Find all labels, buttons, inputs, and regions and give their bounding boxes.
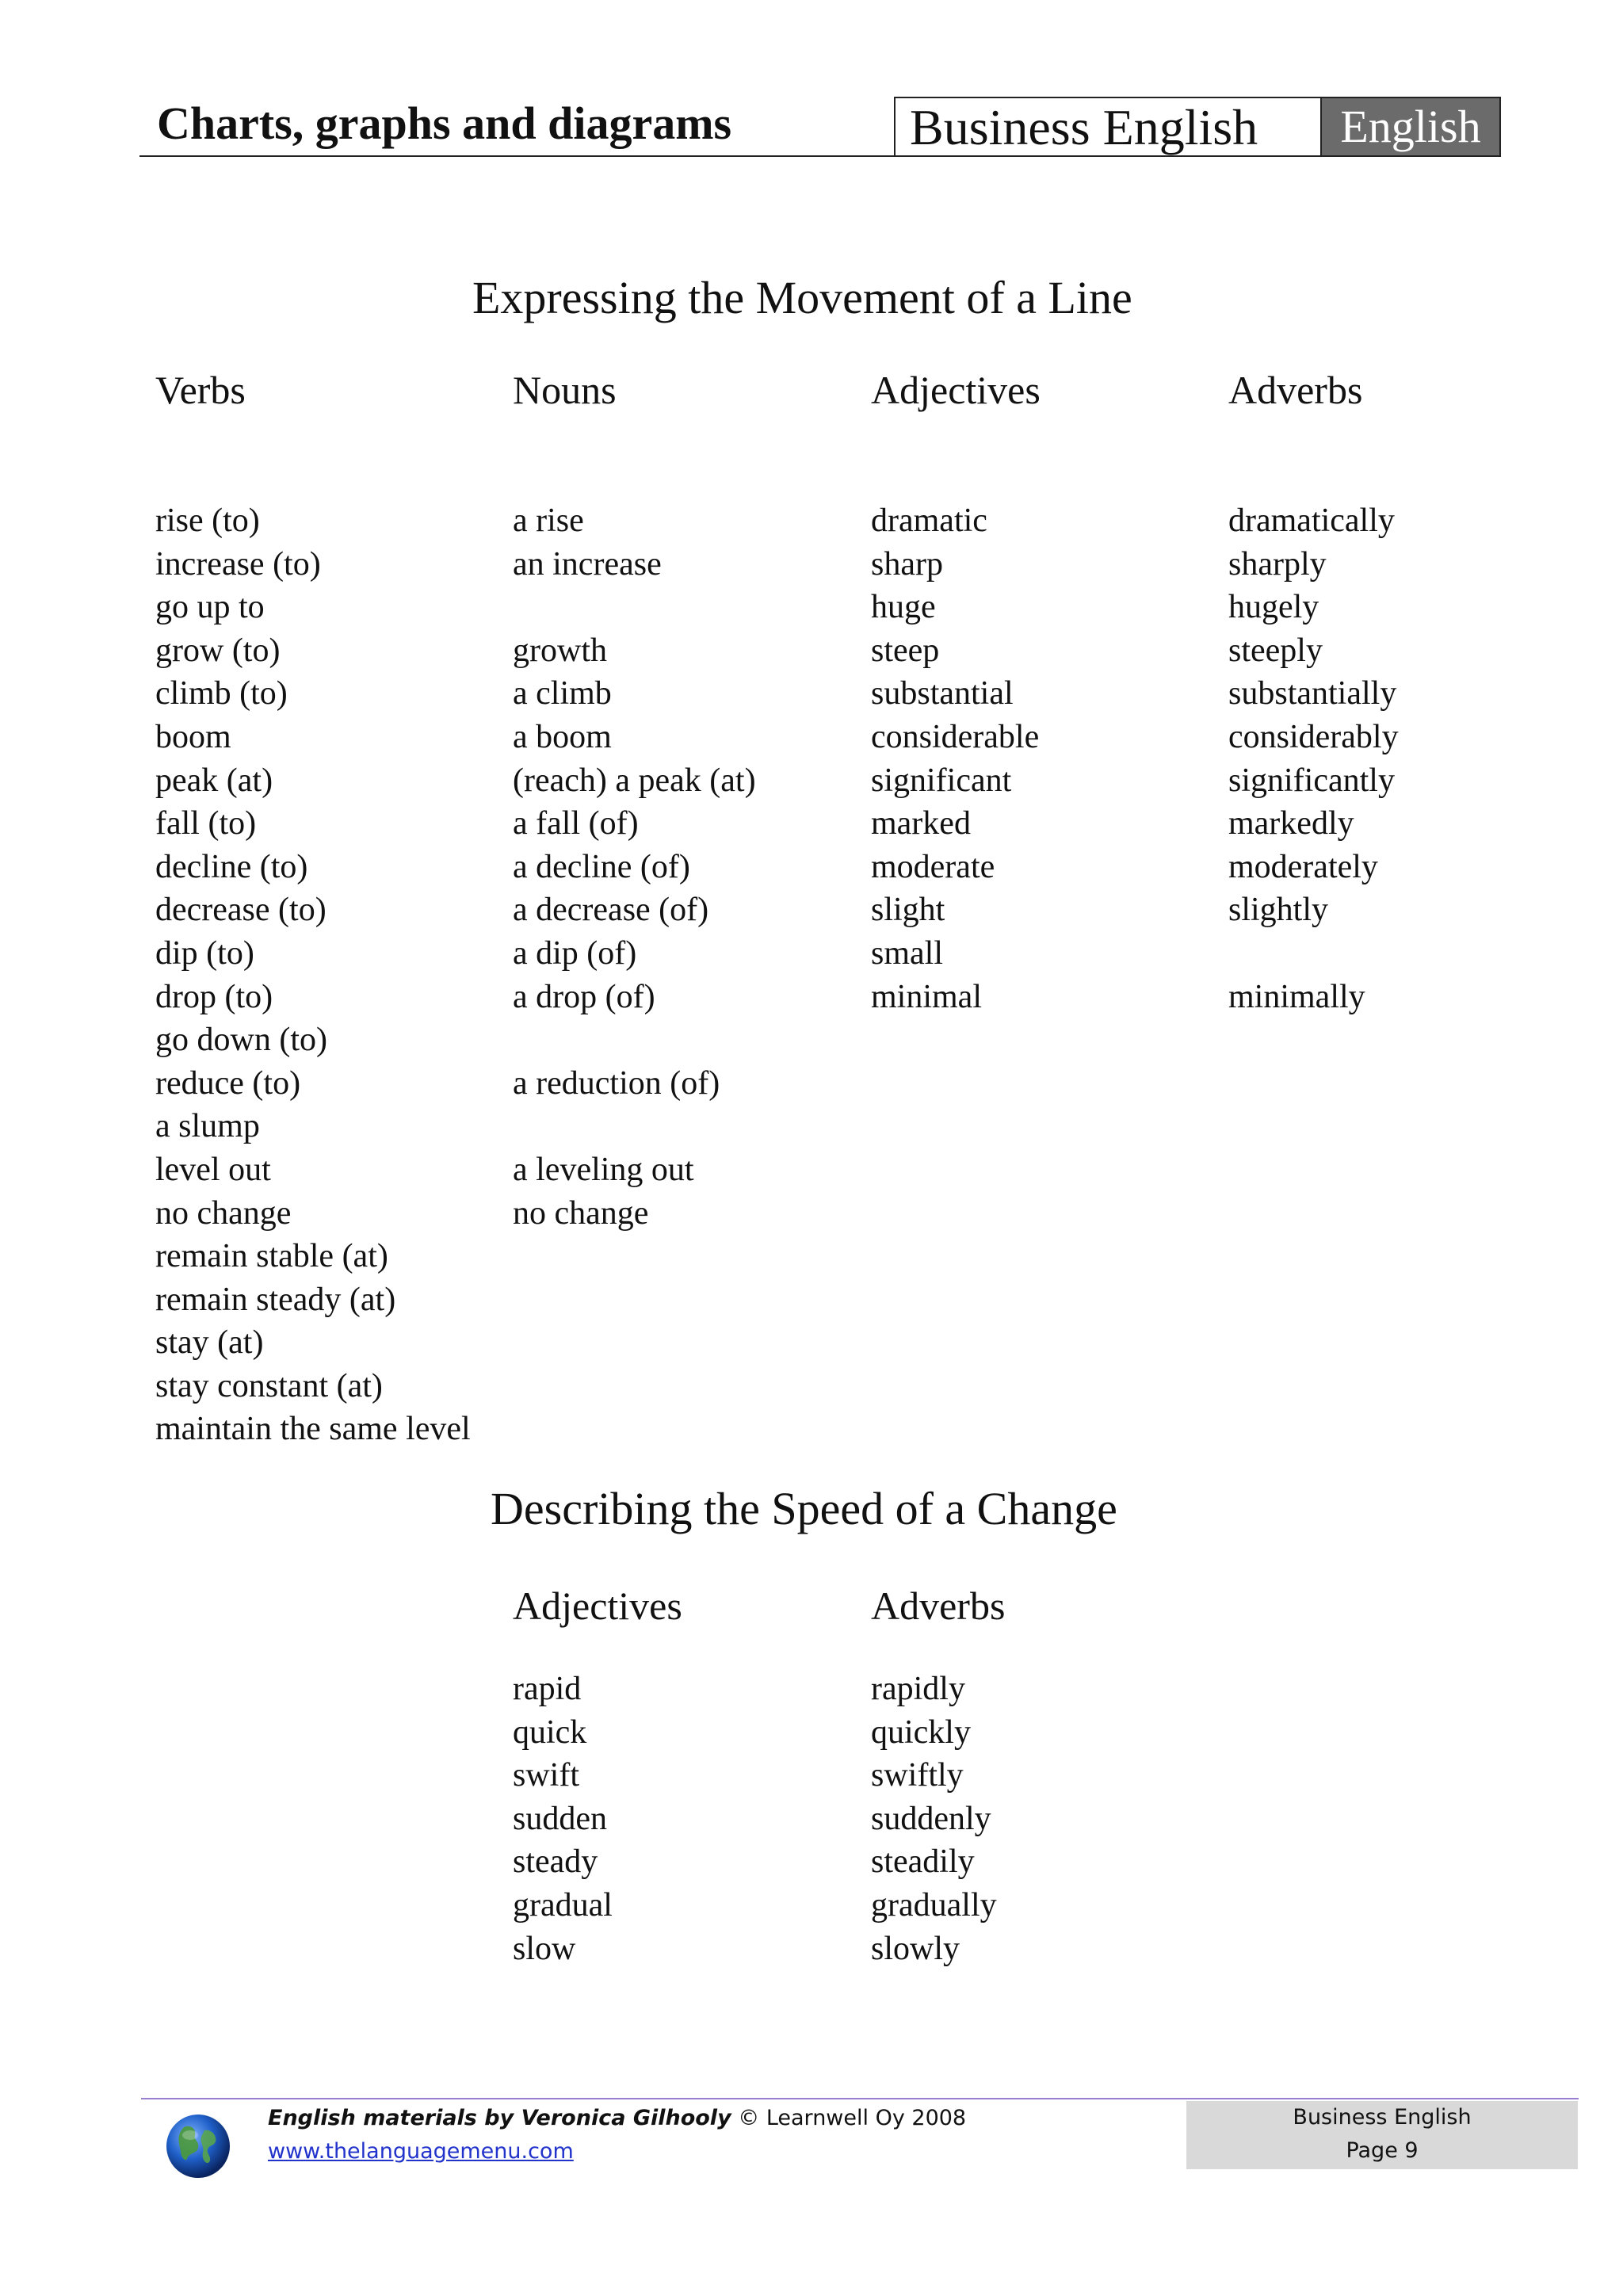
word-item: slowly <box>871 1930 960 1967</box>
col-heading: Nouns <box>513 368 617 412</box>
header-title: Charts, graphs and diagrams <box>157 97 732 149</box>
word-item: marked <box>871 805 971 842</box>
word-item: slight <box>871 892 945 929</box>
word-item: gradually <box>871 1886 997 1924</box>
word-item: peak (at) <box>155 762 273 799</box>
movement-section-title: Expressing the Movement of a Line <box>472 272 1132 323</box>
movement-col-adjectives <box>871 366 1041 1015</box>
word-item <box>513 1018 756 1062</box>
col-heading: Adjectives <box>513 1584 682 1628</box>
word-item: level out <box>155 1151 271 1188</box>
word-list <box>155 499 471 1451</box>
word-item: gradual <box>513 1886 613 1924</box>
word-item: huge <box>871 589 936 626</box>
word-item: significantly <box>1228 762 1395 799</box>
footer-url-link[interactable]: www.thelanguagemenu.com <box>268 2139 574 2164</box>
word-item: substantially <box>1228 675 1397 712</box>
word-item: considerably <box>1228 718 1399 755</box>
word-item: a leveling out <box>513 1151 694 1188</box>
word-item: steep <box>871 632 940 669</box>
word-item: maintain the same level <box>155 1411 471 1448</box>
word-item: suddenly <box>871 1800 991 1837</box>
word-item: slow <box>513 1930 576 1967</box>
word-item: steeply <box>1228 632 1323 669</box>
col-heading: Adjectives <box>871 368 1041 412</box>
word-item: stay (at) <box>155 1324 264 1362</box>
footer-page-box <box>1186 2101 1578 2169</box>
word-list <box>871 499 1039 1018</box>
word-item: no change <box>155 1194 292 1232</box>
word-list <box>513 499 756 1235</box>
word-item: a rise <box>513 502 584 539</box>
header-box-main: Business English <box>910 99 1258 155</box>
movement-col-verbs <box>155 366 471 1448</box>
footer-credits <box>268 2102 966 2168</box>
word-item: a decline (of) <box>513 848 690 885</box>
word-list <box>871 1668 997 1970</box>
word-item: sharply <box>1228 545 1327 583</box>
word-item: hugely <box>1228 589 1319 626</box>
col-heading: Adverbs <box>1228 368 1363 412</box>
word-item: considerable <box>871 718 1040 755</box>
word-item: increase (to) <box>155 545 321 583</box>
word-item: steady <box>513 1843 598 1881</box>
word-item: a climb <box>513 675 612 712</box>
footer-page-number: Page 9 <box>1346 2138 1419 2163</box>
speed-col-adjectives <box>513 1582 682 1967</box>
word-item: small <box>871 934 943 972</box>
word-item: moderate <box>871 848 995 885</box>
word-item: quick <box>513 1713 587 1751</box>
word-item: a drop (of) <box>513 978 655 1015</box>
word-item: a reduction (of) <box>513 1064 720 1102</box>
header-box <box>894 97 1501 155</box>
word-item: drop (to) <box>155 978 273 1015</box>
word-item: boom <box>155 718 231 755</box>
word-item: reduce (to) <box>155 1064 301 1102</box>
word-item: moderately <box>1228 848 1378 885</box>
word-item: decline (to) <box>155 848 308 885</box>
col-heading: Verbs <box>155 368 246 412</box>
word-item: dip (to) <box>155 934 254 972</box>
word-item: go down (to) <box>155 1022 327 1059</box>
movement-col-adverbs <box>1228 366 1399 1015</box>
word-item: a fall (of) <box>513 805 639 842</box>
word-item: go up to <box>155 589 265 626</box>
word-item <box>513 586 756 629</box>
page-header <box>139 97 1501 157</box>
word-item: minimally <box>1228 978 1365 1015</box>
word-item: markedly <box>1228 805 1354 842</box>
word-item: an increase <box>513 545 662 583</box>
word-item: remain stable (at) <box>155 1238 388 1275</box>
word-item: dramatic <box>871 502 987 539</box>
word-item: minimal <box>871 978 982 1015</box>
header-box-tag: English <box>1320 98 1499 155</box>
word-item: fall (to) <box>155 805 257 842</box>
word-item: quickly <box>871 1713 971 1751</box>
word-item: dramatically <box>1228 502 1395 539</box>
word-item: stay constant (at) <box>155 1367 383 1404</box>
word-item: swift <box>513 1757 579 1794</box>
word-item: a decrease (of) <box>513 892 709 929</box>
footer-author: English materials by Veronica Gilhooly <box>268 2106 731 2130</box>
word-item: (reach) a peak (at) <box>513 762 756 799</box>
word-item: climb (to) <box>155 675 288 712</box>
word-item <box>1228 932 1399 976</box>
speed-col-adverbs <box>871 1582 1006 1967</box>
word-item: significant <box>871 762 1012 799</box>
speed-section-title: Describing the Speed of a Change <box>491 1483 1117 1534</box>
word-item: a dip (of) <box>513 934 637 972</box>
word-list <box>1228 499 1399 1018</box>
footer-box-title: Business English <box>1293 2105 1472 2130</box>
word-item <box>513 1105 756 1148</box>
word-item: no change <box>513 1194 649 1232</box>
word-item: substantial <box>871 675 1014 712</box>
word-item: grow (to) <box>155 632 281 669</box>
col-heading: Adverbs <box>871 1584 1006 1628</box>
word-item: decrease (to) <box>155 892 327 929</box>
word-item: swiftly <box>871 1757 964 1794</box>
word-item: rapidly <box>871 1671 965 1707</box>
word-item: a boom <box>513 718 612 755</box>
word-item: rapid <box>513 1671 582 1707</box>
footer-divider <box>141 2098 1579 2099</box>
word-item: sharp <box>871 545 943 583</box>
word-item: remain steady (at) <box>155 1281 396 1318</box>
word-item: rise (to) <box>155 502 260 539</box>
word-item: a slump <box>155 1108 260 1145</box>
word-item: slightly <box>1228 892 1329 929</box>
word-item: sudden <box>513 1800 607 1837</box>
word-list <box>513 1668 613 1970</box>
movement-col-nouns <box>513 366 756 1232</box>
globe-icon <box>165 2113 231 2179</box>
word-item: growth <box>513 632 607 669</box>
word-item: steadily <box>871 1843 975 1881</box>
footer-copyright: © Learnwell Oy 2008 <box>731 2106 967 2130</box>
